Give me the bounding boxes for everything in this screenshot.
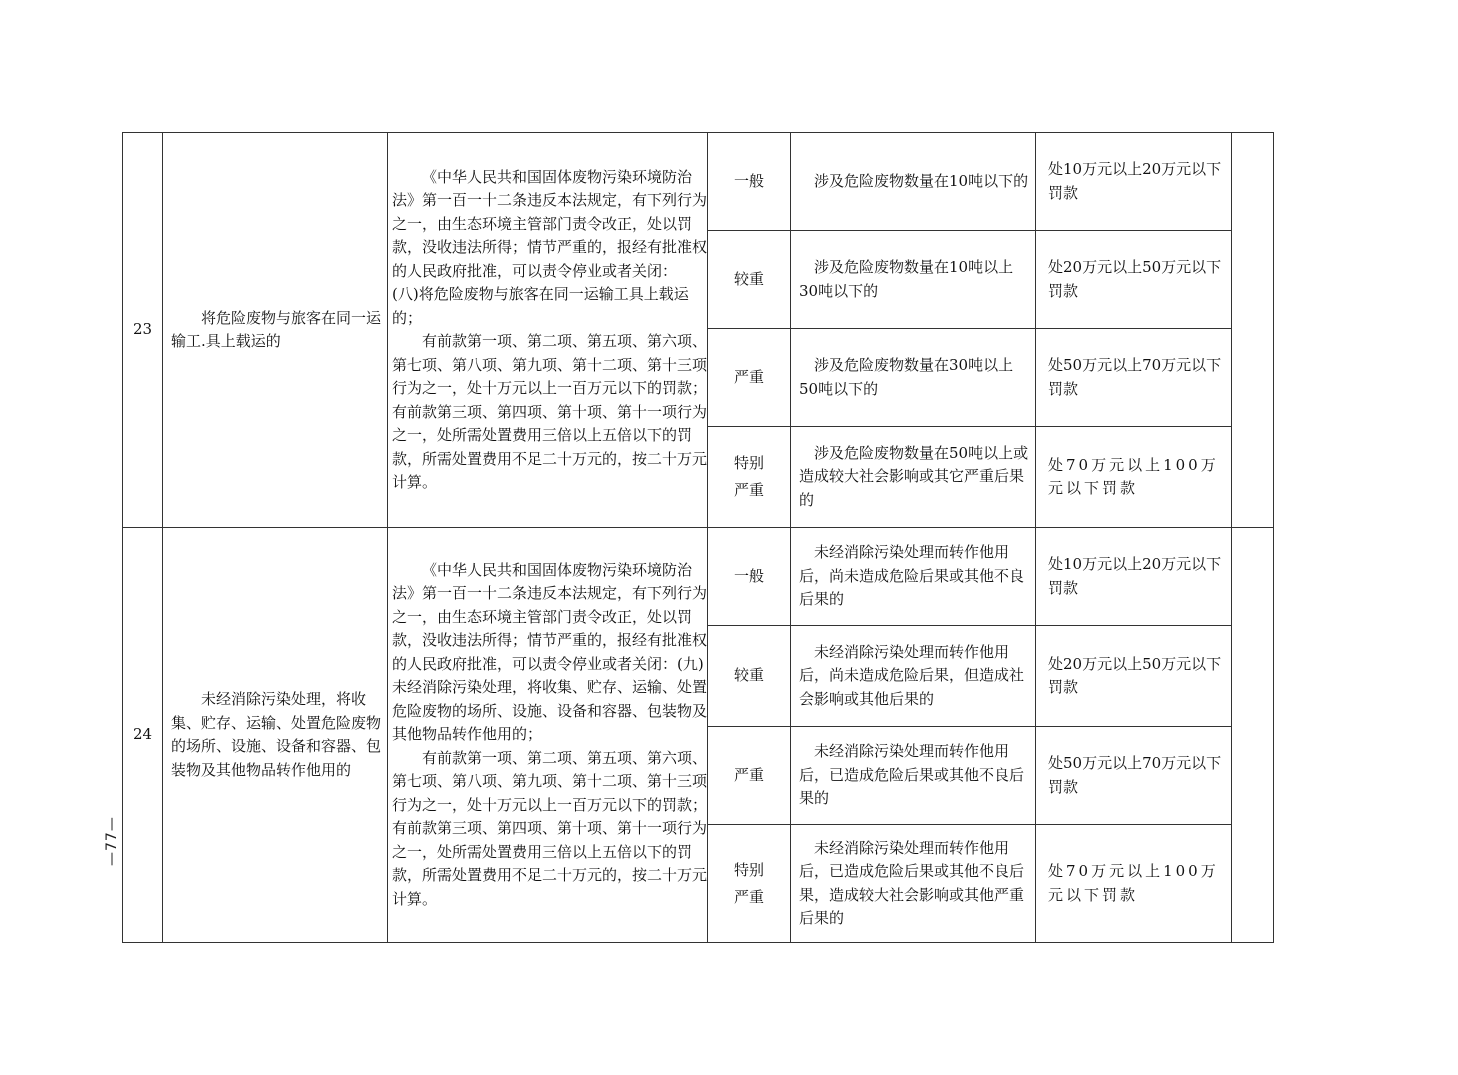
severity-level: 较重 — [708, 231, 791, 329]
penalty-amount: 处10万元以上20万元以下罚款 — [1036, 133, 1232, 231]
severity-level: 特别严重 — [708, 825, 791, 943]
item-number: 23 — [123, 133, 163, 528]
page-number-marker: —77— — [104, 816, 120, 866]
severity-condition: 未经消除污染处理而转作他用后，已造成危险后果或其他不良后果，造成较大社会影响或其他严重后果的 — [791, 825, 1036, 943]
basis-paragraph: 《中华人民共和国固体废物污染环境防治法》第一百一十二条违反本法规定，有下列行为之一，由生态环境主管部门责令改正，处以罚款，没收违法所得；情节严重的，报经有批准权的人民政府批准，可以责令停业或者关闭： — [392, 167, 708, 280]
penalty-amount: 处70万元以上100万元以下罚款 — [1036, 427, 1232, 528]
severity-condition: 未经消除污染处理而转作他用后，尚未造成危险后果，但造成社会影响或其他后果的 — [791, 626, 1036, 727]
item-number: 24 — [123, 528, 163, 943]
penalty-standards-table — [122, 132, 1274, 943]
basis-paragraph: 有前款第一项、第二项、第五项、第六项、第七项、第八项、第九项、第十二项、第十三项行为之一，处十万元以上一百万元以下的罚款；有前款第三项、第四项、第十项、第十一项行为之一，处所需处置费用三倍以上五倍以下的罚款，所需处置费用不足二十万元的，按二十万元计算。 — [392, 748, 708, 908]
penalty-amount: 处20万元以上50万元以下罚款 — [1036, 626, 1232, 727]
violation-behavior: 将危险废物与旅客在同一运输工.具上载运的 — [163, 133, 388, 528]
legal-basis — [388, 133, 708, 528]
severity-condition: 未经消除污染处理而转作他用后，尚未造成危险后果或其他不良后果的 — [791, 528, 1036, 626]
severity-condition: 涉及危险废物数量在50吨以上或造成较大社会影响或其它严重后果的 — [791, 427, 1036, 528]
severity-level: 特别严重 — [708, 427, 791, 528]
severity-level: 较重 — [708, 626, 791, 727]
severity-condition: 涉及危险废物数量在10吨以上30吨以下的 — [791, 231, 1036, 329]
severity-level: 严重 — [708, 329, 791, 427]
penalty-amount: 处20万元以上50万元以下罚款 — [1036, 231, 1232, 329]
severity-condition: 涉及危险废物数量在30吨以上50吨以下的 — [791, 329, 1036, 427]
penalty-amount: 处50万元以上70万元以下罚款 — [1036, 329, 1232, 427]
table-row — [123, 528, 1274, 626]
remarks-cell — [1232, 528, 1274, 943]
penalty-amount: 处10万元以上20万元以下罚款 — [1036, 528, 1232, 626]
legal-basis — [388, 528, 708, 943]
basis-paragraph: 《中华人民共和国固体废物污染环境防治法》第一百一十二条违反本法规定，有下列行为之一，由生态环境主管部门责令改正，处以罚款，没收违法所得；情节严重的，报经有批准权的人民政府批准，可以责令停业或者关闭：(九)未经消除污染处理，将收集、贮存、运输、处置危险废物的场所、设施、设备和容器、包装物及其他物品转作他用的； — [392, 560, 708, 744]
severity-condition: 未经消除污染处理而转作他用后，已造成危险后果或其他不良后果的 — [791, 727, 1036, 825]
severity-condition: 涉及危险废物数量在10吨以下的 — [791, 133, 1036, 231]
penalty-amount: 处50万元以上70万元以下罚款 — [1036, 727, 1232, 825]
penalty-amount: 处70万元以上100万元以下罚款 — [1036, 825, 1232, 943]
severity-level: 严重 — [708, 727, 791, 825]
severity-level: 一般 — [708, 133, 791, 231]
table-row — [123, 133, 1274, 231]
violation-behavior: 未经消除污染处理，将收集、贮存、运输、处置危险废物的场所、设施、设备和容器、包装物及其他物品转作他用的 — [163, 528, 388, 943]
basis-paragraph: 有前款第一项、第二项、第五项、第六项、第七项、第八项、第九项、第十二项、第十三项行为之一，处十万元以上一百万元以下的罚款；有前款第三项、第四项、第十项、第十一项行为之一，处所需处置费用三倍以上五倍以下的罚款，所需处置费用不足二十万元的，按二十万元计算。 — [392, 332, 708, 491]
basis-paragraph: (八)将危险废物与旅客在同一运输工具上载运的； — [392, 285, 689, 327]
remarks-cell — [1232, 133, 1274, 528]
severity-level: 一般 — [708, 528, 791, 626]
